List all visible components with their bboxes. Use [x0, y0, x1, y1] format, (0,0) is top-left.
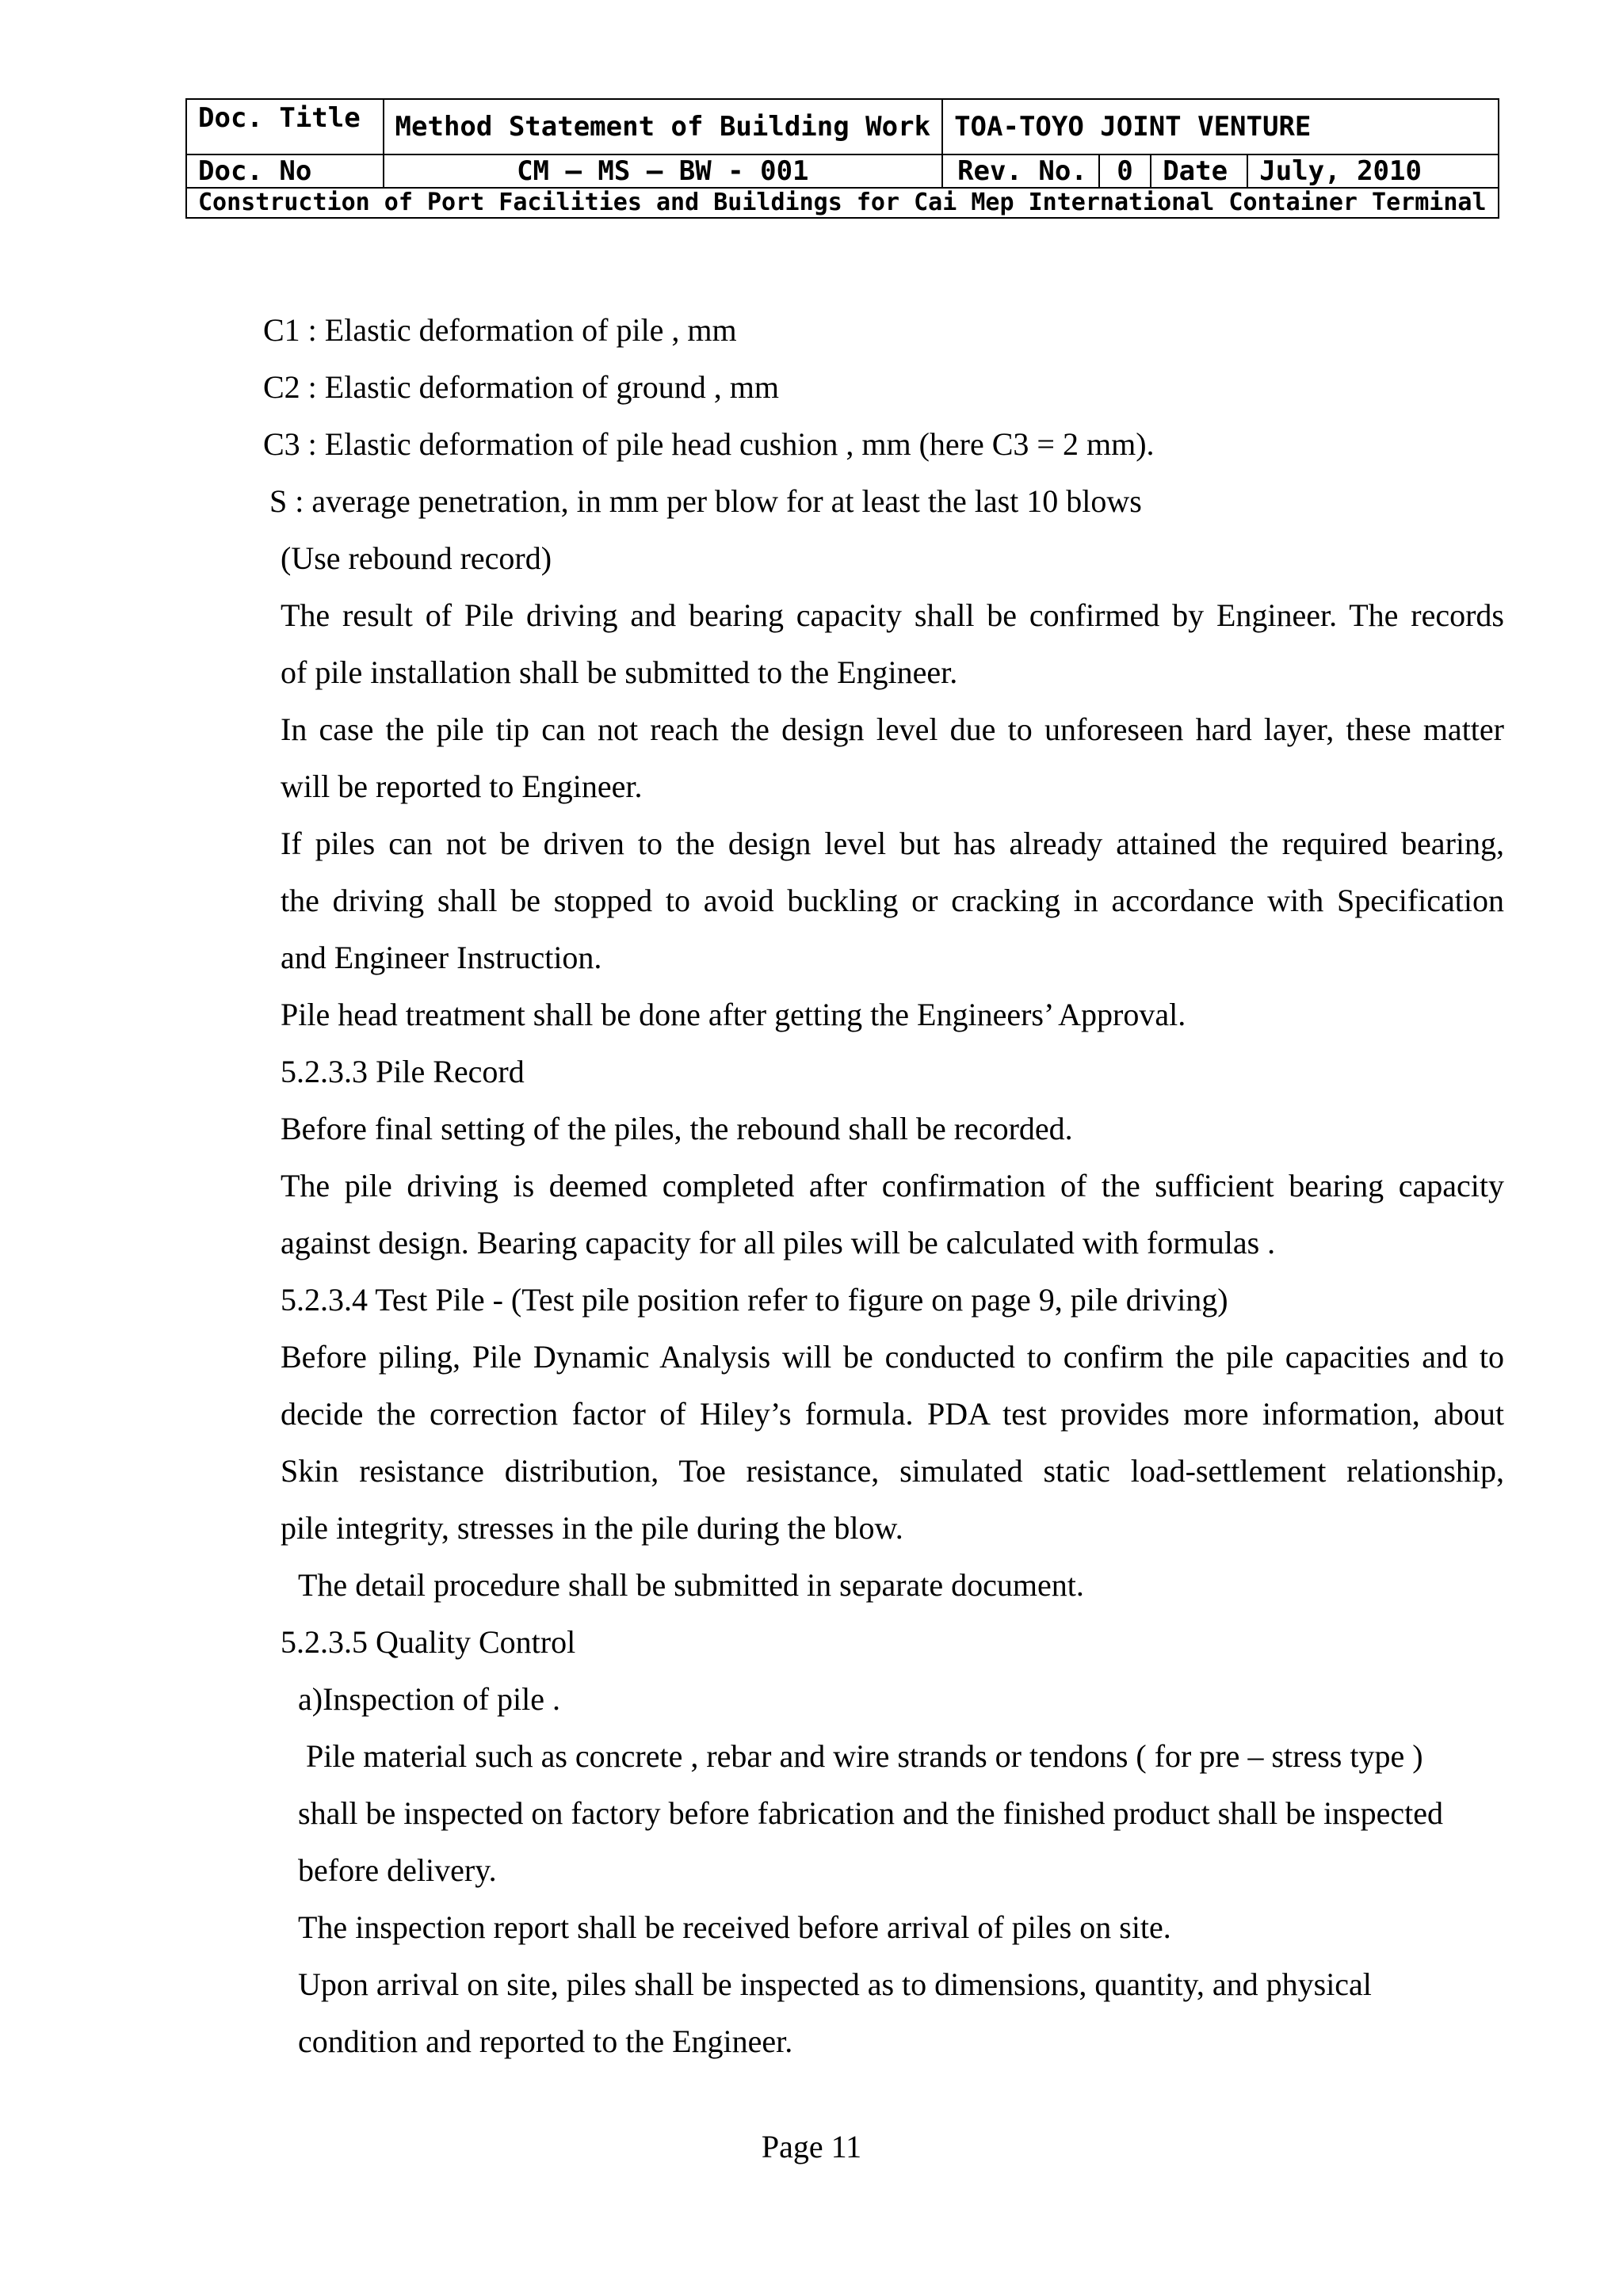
paragraph-line: before delivery.	[298, 1852, 497, 1888]
rev-value: 0	[1099, 154, 1151, 188]
line-s: S : average penetration, in mm per blow for at least the last 10 blows	[269, 483, 1142, 519]
doc-no-label: Doc. No	[186, 154, 384, 188]
paragraph-line: The result of Pile driving and bearing capacity shall be confirmed by Engineer. The records	[281, 597, 1504, 633]
paragraph-line: The pile driving is deemed completed after confirmation of the sufficient bearing capacity	[281, 1168, 1504, 1203]
doc-title: Method Statement of Building Work	[384, 99, 943, 154]
paragraph-line: If piles can not be driven to the design level but has already attained the required bearing,	[281, 826, 1504, 861]
section-heading: 5.2.3.3 Pile Record	[281, 1054, 525, 1089]
paragraph-line: Pile material such as concrete , rebar and wire strands or tendons ( for pre – stress type )	[306, 1738, 1423, 1774]
paragraph-line: the driving shall be stopped to avoid buckling or cracking in accordance with Specification	[281, 883, 1504, 918]
paragraph-line: shall be inspected on factory before fabrication and the finished product shall be inspected	[298, 1795, 1444, 1831]
doc-title-label: Doc. Title	[186, 99, 384, 154]
page-number: Page 11	[761, 2129, 862, 2164]
line-c3: C3 : Elastic deformation of pile head cushion , mm (here C3 = 2 mm).	[263, 426, 1155, 462]
document-header-table	[185, 98, 1499, 219]
line-c2: C2 : Elastic deformation of ground , mm	[263, 369, 779, 405]
doc-no: CM – MS – BW - 001	[384, 154, 943, 188]
paragraph-line: The inspection report shall be received before arrival of piles on site.	[298, 1909, 1171, 1945]
line-rebound: (Use rebound record)	[281, 540, 552, 576]
section-heading: 5.2.3.4 Test Pile - (Test pile position refer to figure on page 9, pile driving)	[281, 1282, 1228, 1318]
paragraph-line: Before piling, Pile Dynamic Analysis will be conducted to confirm the pile capacities and to	[281, 1339, 1504, 1375]
paragraph-line: decide the correction factor of Hiley’s formula. PDA test provides more information, about	[281, 1396, 1504, 1432]
paragraph-line: Skin resistance distribution, Toe resistance, simulated static load-settlement relationship,	[281, 1453, 1504, 1489]
rev-label: Rev. No.	[942, 154, 1099, 188]
paragraph-line: will be reported to Engineer.	[281, 769, 643, 804]
paragraph-line: condition and reported to the Engineer.	[298, 2023, 793, 2059]
section-heading: 5.2.3.5 Quality Control	[281, 1624, 576, 1660]
paragraph-line: Upon arrival on site, piles shall be inspected as to dimensions, quantity, and physical	[298, 1966, 1372, 2002]
paragraph-line: The detail procedure shall be submitted in separate document.	[298, 1567, 1084, 1603]
company-name: TOA-TOYO JOINT VENTURE	[942, 99, 1498, 154]
paragraph-line: In case the pile tip can not reach the design level due to unforeseen hard layer, these matter	[281, 711, 1504, 747]
sub-heading: a)Inspection of pile .	[298, 1681, 560, 1717]
paragraph-line: pile integrity, stresses in the pile during the blow.	[281, 1510, 903, 1546]
date-value: July, 2010	[1247, 154, 1498, 188]
line-c1: C1 : Elastic deformation of pile , mm	[263, 312, 737, 348]
paragraph-line: and Engineer Instruction.	[281, 940, 602, 975]
paragraph-line: Before final setting of the piles, the rebound shall be recorded.	[281, 1111, 1073, 1146]
date-label: Date	[1151, 154, 1247, 188]
paragraph-line: of pile installation shall be submitted to the Engineer.	[281, 654, 958, 690]
paragraph-line: against design. Bearing capacity for all piles will be calculated with formulas .	[281, 1225, 1276, 1261]
paragraph-line: Pile head treatment shall be done after getting the Engineers’ Approval.	[281, 997, 1186, 1032]
project-title: Construction of Port Facilities and Buildings for Cai Mep International Container Terminal	[186, 188, 1499, 218]
